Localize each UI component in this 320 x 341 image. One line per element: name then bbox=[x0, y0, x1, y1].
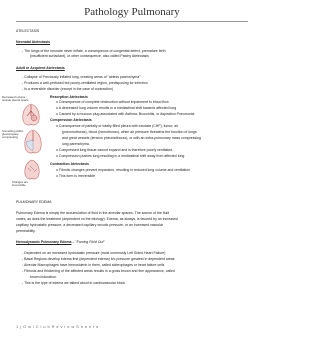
adult-item-2: - Produces a well-perfused but poorly-ventilated region, predisposing for infection bbox=[22, 81, 148, 85]
neonatal-line-2: (insufficient surfactant), or other consequence, also called Patchy Atelectasis bbox=[30, 54, 149, 58]
resorption-item-2: o A decreased lung volume results in a mediastinal shift towards affected lung bbox=[56, 106, 177, 110]
adult-heading: Adult or Acquired Atelectasis bbox=[16, 66, 65, 70]
contraction-item-1: o Fibrotic changes prevent expansion, resulting in reduced lung volume and ventilation bbox=[56, 168, 191, 172]
hemodynamic-subtitle: – "Forcing Fluid Out" bbox=[71, 240, 105, 244]
contraction-heading: Contraction Atelectasis bbox=[50, 162, 89, 166]
page-footer: 1 | O w l C l u b R e v i e w S h e e t s bbox=[16, 324, 99, 329]
adult-item-3: - Is a reversible disorder (except in the case of contraction) bbox=[22, 87, 114, 91]
adult-item-1: - Collapse of Previously inflated lung, creating areas of "airless parenchyma" bbox=[22, 75, 141, 79]
hemodynamic-heading: Hemodynamic Pulmonary Edema bbox=[16, 240, 72, 244]
fig2-caption-2: pleural space bbox=[2, 132, 19, 136]
contraction-item-2: o This form is irreversible bbox=[56, 174, 96, 178]
compression-heading: Compression Atelectasis bbox=[50, 118, 92, 122]
fig3-caption-1: Changes are bbox=[12, 180, 29, 184]
fig1-caption-2: outside pleural space bbox=[2, 98, 29, 102]
fig3-caption-2: irreversible bbox=[12, 183, 26, 187]
edema-item-2: - Basal Regions develop edema first (dependent edema) b/c pressure greatest in dependent areas bbox=[22, 257, 175, 261]
fig2-caption-3: compressing bbox=[2, 135, 18, 139]
edema-para-3: capillary hydrostatic pressure, a decreased capillary oncotic pressure, or an increased vascular bbox=[16, 223, 164, 227]
compression-line-3: and great vessels (tension pneumothorax), or with an extra-pulmonary mass compressing bbox=[62, 136, 201, 140]
atelectasis-heading: ATELECTASIS bbox=[16, 29, 40, 33]
compression-line-1: o Consequence of partially or totally filled pleura with exudate (CHF), tumor, air bbox=[56, 124, 179, 128]
resorption-item-1: o Consequence of complete obstruction without impairment to blood flow bbox=[56, 100, 169, 104]
compression-lung-figure bbox=[22, 128, 44, 156]
compression-line-2: (pneumothorax), blood (hemothorax), when air pressure threatens the function of lungs bbox=[62, 130, 197, 134]
neonatal-heading: Neonatal Atelectasis bbox=[16, 40, 51, 44]
title-rule bbox=[16, 21, 248, 22]
resorption-heading: Resorption Atelectasis bbox=[50, 95, 88, 99]
fig2-caption-1: Something within bbox=[2, 129, 24, 133]
compression-line-4: lung parenchyma. bbox=[62, 142, 90, 146]
fig1-caption-1: Decreased volume bbox=[2, 95, 26, 99]
edema-item-3: - Alveolar Macrophages have hemosiderin in them, called siderophages or heart failure cells bbox=[22, 263, 165, 267]
edema-para-1: Pulmonary Edema is simply the accumulation of fluid in the alveolar spaces. The source of the fluid bbox=[16, 211, 170, 215]
page-header bbox=[0, 6, 264, 18]
resorption-lung-figure bbox=[20, 102, 42, 128]
compression-line-5: o Compressed lung tissue cannot expand and is therefore poorly ventilated. bbox=[56, 148, 174, 152]
contraction-lung-figure bbox=[22, 158, 42, 182]
edema-para-2: varies, as does the treatment (dependent on the etiology). Edema, as always, is favored by an increased bbox=[16, 217, 178, 221]
edema-para-4: permeability. bbox=[16, 229, 36, 233]
edema-item-4-cont: brown induration. bbox=[30, 275, 57, 279]
edema-item-1: - Dependent on an increased hydrostatic pressure (most commonly Left Sided Heart Failure) bbox=[22, 251, 166, 255]
edema-item-5: - This is the type of edema we talked about in cardiovascular block bbox=[22, 281, 126, 285]
edema-heading: PULMONARY EDEMA bbox=[16, 200, 52, 204]
neonatal-line-1: - The lungs of the neonate never inflate, a consequence of congenital defect, premature birth bbox=[22, 49, 166, 53]
resorption-item-3: o Caused by a mucous plug associated with Asthma, Bronchitis, or Aspiration Pneumonia bbox=[56, 112, 195, 116]
page-title: Pathology Pulmonary bbox=[84, 6, 180, 18]
compression-line-6: o Compression pushes lung resulting in a mediastinal shift away from affected lung bbox=[56, 154, 185, 158]
edema-item-4: - Fibrosis and thickening of the affected areas results in a gross brown and firm appearance, called bbox=[22, 269, 175, 273]
hemodynamic-heading-line bbox=[16, 240, 105, 244]
